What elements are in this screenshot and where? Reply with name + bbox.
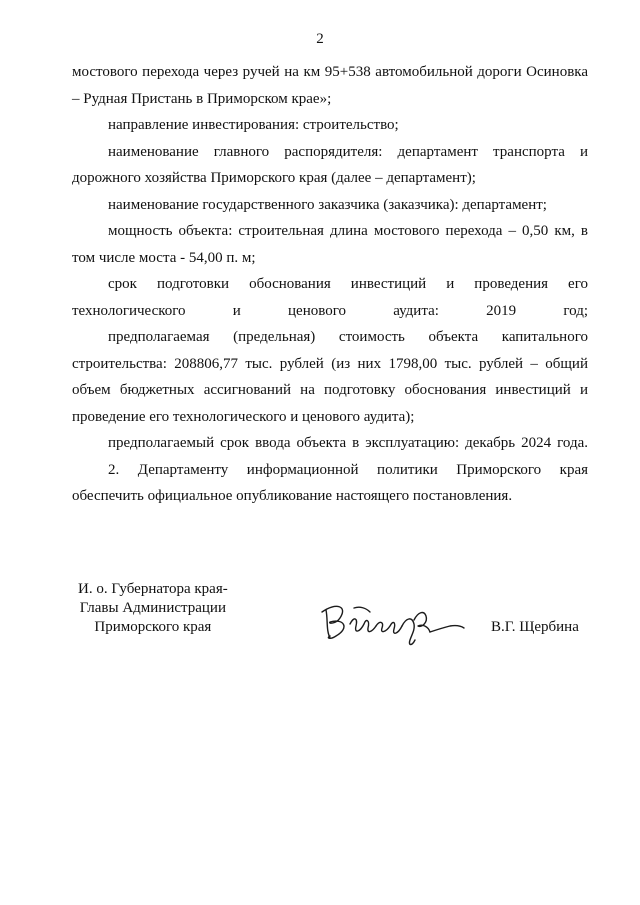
document-body (72, 59, 588, 510)
signatory-title (78, 580, 228, 637)
paragraph-investment-direction: направление инвестирования: строительство; (108, 117, 399, 133)
paragraph-object-capacity: мощность объекта: строительная длина мостового перехода – 0,50 км, в том числе моста - 54,00 п. м; (72, 223, 588, 266)
handwritten-signature (318, 596, 468, 648)
paragraph-preparation-term: срок подготовки обоснования инвестиций и проведения его технологического и ценового аудита: 2019 год; (72, 276, 588, 319)
signatory-title-line: И. о. Губернатора края- (78, 581, 228, 597)
paragraph-main-administrator: наименование главного распорядителя: департамент транспорта и дорожного хозяйства Приморского края (далее – департамент); (72, 143, 588, 186)
paragraph-commissioning-term: предполагаемый срок ввода объекта в эксплуатацию: декабрь 2024 года. (108, 435, 588, 451)
paragraph-publication-order: 2. Департаменту информационной политики Приморского края обеспечить официальное опубликование настоящего постановления. (72, 461, 588, 504)
signatory-name: В.Г. Щербина (491, 619, 579, 635)
paragraph-bridge-crossing: мостового перехода через ручей на км 95+538 автомобильной дороги Осиновка – Рудная Пристань в Приморском крае»; (72, 64, 588, 107)
signatory-title-line: Главы Администрации (79, 600, 226, 616)
paragraph-estimated-cost: предполагаемая (предельная) стоимость объекта капитального строительства: 208806,77 тыс. рублей (из них 1798,00 тыс. рублей – общий объем бюджетных ассигнований на подготовку обоснования инвестиций и проведение его технологического и ценового аудита); (72, 329, 588, 425)
page-number: 2 (316, 31, 324, 47)
signatory-title-line: Приморского края (94, 619, 212, 635)
paragraph-state-customer: наименование государственного заказчика (заказчика): департамент; (108, 196, 547, 213)
